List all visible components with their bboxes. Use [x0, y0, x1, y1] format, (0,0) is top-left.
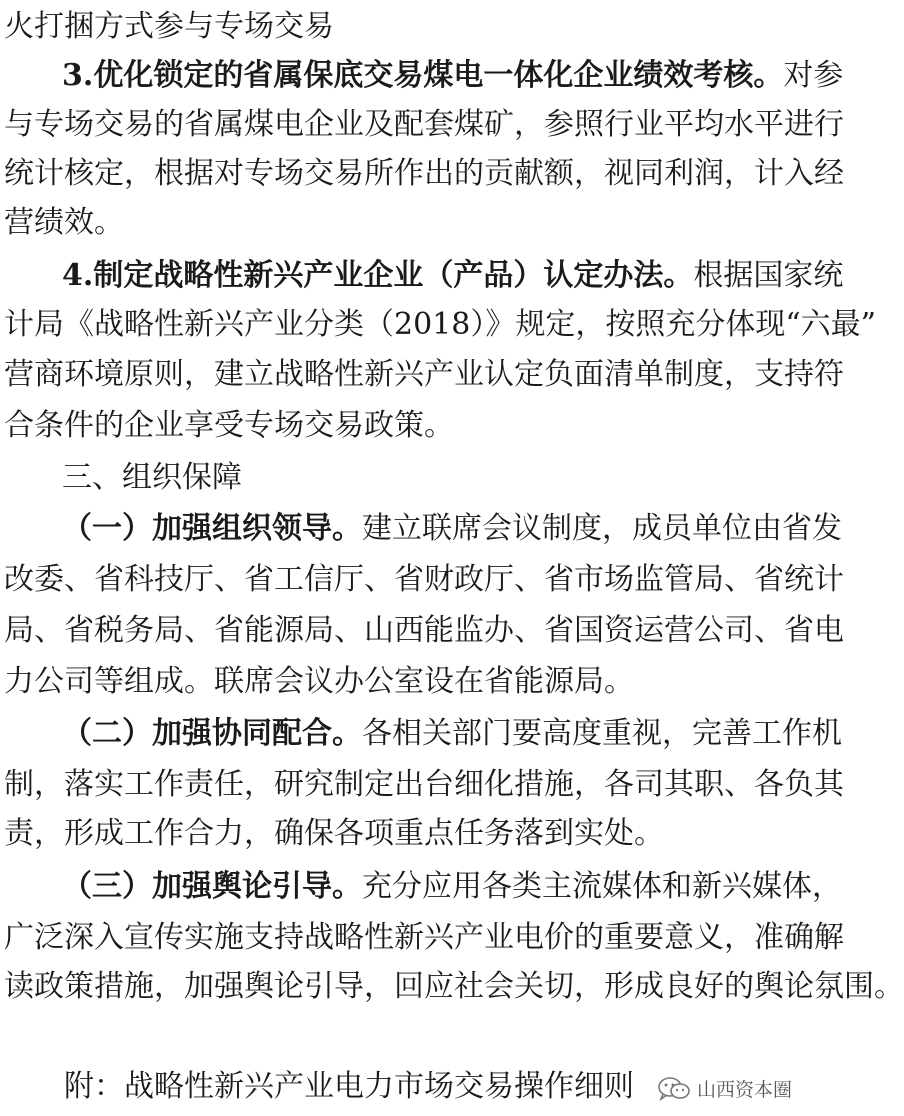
text-run: 营绩效。	[4, 205, 124, 240]
attachment-text: 附：战略性新兴产业电力市场交易操作细则	[64, 1069, 634, 1104]
item-3-heading-line	[62, 51, 844, 101]
paragraph-line	[4, 198, 796, 248]
text-run: 统计核定，根据对专场交易所作出的贡献额，视同利润，计入经	[4, 156, 844, 191]
attachment-note	[64, 1062, 634, 1112]
text-run: 读政策措施，加强舆论引导，回应社会关切，形成良好的舆论氛围。	[4, 969, 904, 1004]
paragraph-line	[4, 100, 844, 150]
text-run: 根据国家统	[693, 258, 844, 293]
paragraph-line	[4, 657, 796, 707]
text-run: 建立联席会议制度，成员单位由省发	[362, 511, 842, 546]
text-run: 充分应用各类主流媒体和新兴媒体，	[362, 869, 842, 904]
item-4-heading-line	[62, 251, 844, 301]
subsection-2-heading: （二）加强协同配合。	[62, 716, 362, 751]
text-run: 合条件的企业享受专场交易政策。	[4, 408, 454, 443]
text-run: 责，形成工作合力，确保各项重点任务落到实处。	[4, 816, 664, 851]
subsection-2-heading-line	[62, 709, 842, 759]
text-run: 制，落实工作责任，研究制定出台细化措施，各司其职、各负其	[4, 767, 844, 802]
paragraph-line	[4, 149, 844, 199]
watermark-text: 山西资本圈	[696, 1079, 792, 1101]
subsection-1-heading: （一）加强组织领导。	[62, 511, 362, 546]
text-run: 局、省税务局、省能源局、山西能监办、省国资运营公司、省电	[4, 613, 844, 648]
paragraph-line	[4, 350, 844, 400]
text-run: 营商环境原则，建立战略性新兴产业认定负面清单制度，支持符	[4, 357, 844, 392]
paragraph-line	[4, 555, 844, 605]
section-heading-text: 三、组织保障	[62, 460, 242, 495]
paragraph-line	[4, 300, 877, 350]
text-run: 火打捆方式参与专场交易	[4, 9, 334, 44]
text-run: 与专场交易的省属煤电企业及配套煤矿，参照行业平均水平进行	[4, 107, 844, 142]
item-3-heading: 3.优化锁定的省属保底交易煤电一体化企业绩效考核。	[62, 58, 784, 93]
text-run: 对参	[783, 58, 844, 93]
section-heading	[62, 453, 242, 503]
paragraph-line	[4, 760, 844, 810]
text-run: 各相关部门要高度重视，完善工作机	[362, 716, 842, 751]
subsection-3-heading: （三）加强舆论引导。	[62, 869, 362, 904]
item-4-heading: 4.制定战略性新兴产业企业（产品）认定办法。	[62, 258, 694, 293]
text-run: 力公司等组成。联席会议办公室设在省能源局。	[4, 664, 634, 699]
subsection-1-heading-line	[62, 504, 842, 554]
wechat-icon	[657, 1076, 691, 1102]
paragraph-line	[4, 401, 796, 451]
text-run: 广泛深入宣传实施支持战略性新兴产业电价的重要意义，准确解	[4, 920, 844, 955]
subsection-3-heading-line	[62, 862, 842, 912]
paragraph-line	[4, 809, 796, 859]
paragraph-line	[4, 913, 844, 963]
text-run: 计局《战略性新兴产业分类（2018）》规定，按照充分体现“六最”	[4, 307, 877, 342]
paragraph-line	[4, 2, 796, 52]
text-run: 改委、省科技厅、省工信厅、省财政厅、省市场监管局、省统计	[4, 562, 844, 597]
watermark	[657, 1075, 792, 1102]
paragraph-line	[4, 606, 844, 656]
paragraph-line	[4, 962, 904, 1012]
